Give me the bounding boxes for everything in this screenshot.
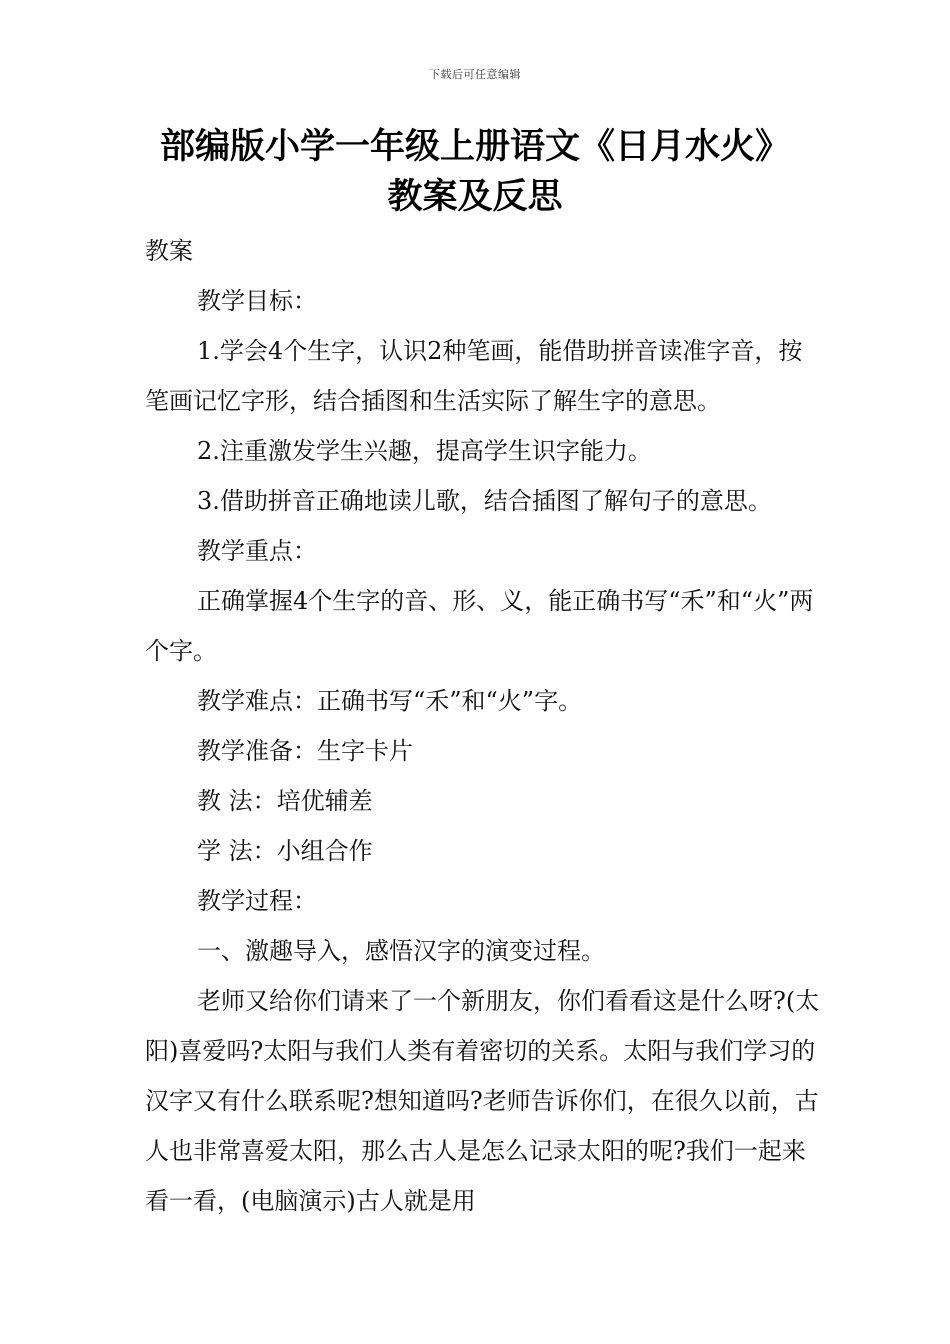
paragraph: 3.借助拼音正确地读儿歌，结合插图了解句子的意思。 bbox=[197, 487, 772, 515]
title-line-2: 教案及反思 bbox=[387, 177, 563, 217]
paragraph: 教学难点：正确书写“禾”和“火”字。 bbox=[197, 687, 583, 715]
paragraph: 教学目标： bbox=[197, 287, 317, 315]
paragraph: 1.学会4个生字，认识2种笔画，能借助拼音读准字音，按笔画记忆字形，结合插图和生活实际了解生字的意思。 bbox=[145, 337, 803, 415]
paragraph: 教学重点： bbox=[197, 537, 317, 565]
paragraph: 教学准备：生字卡片 bbox=[197, 737, 413, 765]
paragraph: 教案 bbox=[145, 237, 193, 265]
paragraph: 老师又给你们请来了一个新朋友，你们看看这是什么呀?(太阳)喜爱吗?太阳与我们人类有着密切的关系。太阳与我们学习的汉字又有什么联系呢?想知道吗?老师告诉你们，在很久以前，古人也非常喜爱太阳，那么古人是怎么记录太阳的呢?我们一起来看一看，(电脑演示)古人就是用 bbox=[145, 987, 820, 1215]
body-text bbox=[145, 226, 825, 1226]
document-title bbox=[60, 122, 890, 222]
paragraph: 一、激趣导入，感悟汉字的演变过程。 bbox=[197, 937, 605, 965]
paragraph: 教 法：培优辅差 bbox=[197, 787, 373, 815]
title-line-1: 部编版小学一年级上册语文《日月水火》 bbox=[159, 127, 790, 167]
paragraph: 2.注重激发学生兴趣，提高学生识字能力。 bbox=[197, 437, 652, 465]
header-note: 下载后可任意编辑 bbox=[429, 68, 521, 81]
paragraph: 正确掌握4个生字的音、形、义，能正确书写“禾”和“火”两个字。 bbox=[145, 587, 814, 665]
paragraph: 学 法：小组合作 bbox=[197, 837, 373, 865]
paragraph: 教学过程： bbox=[197, 887, 317, 915]
